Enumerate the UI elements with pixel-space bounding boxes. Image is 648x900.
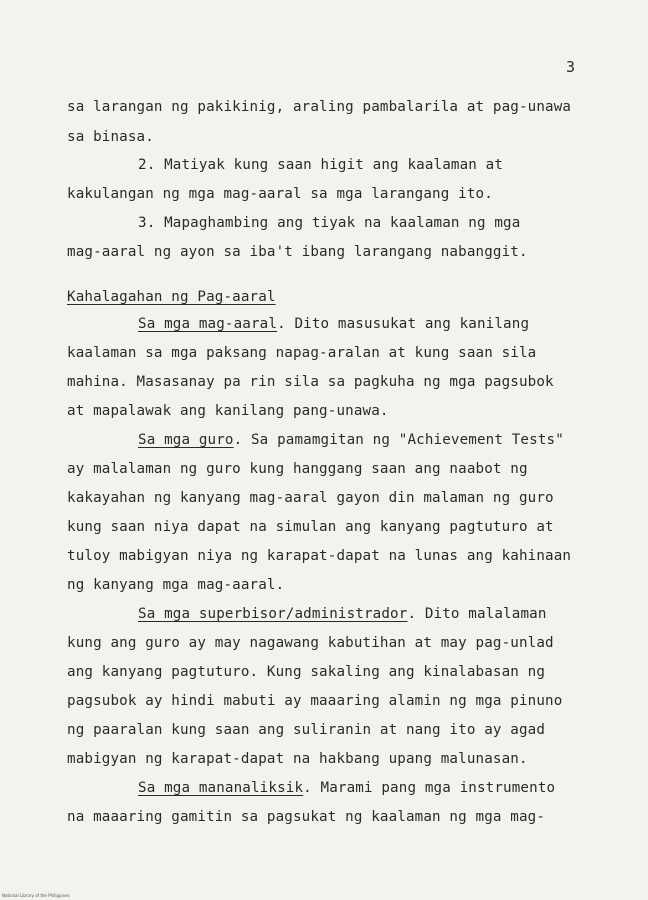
text-line: mabigyan ng karapat-dapat na hakbang upang malunasan. [67, 751, 528, 767]
page-number: 3 [566, 58, 576, 76]
text-line: Sa mga guro. Sa pamamgitan ng "Achievement Tests" [138, 432, 564, 448]
footer-text: National Library of the Philippines [2, 893, 70, 898]
text-line: ay malalaman ng guro kung hanggang saan ang naabot ng [67, 461, 528, 477]
subheading: Sa mga superbisor/administrador [138, 606, 408, 622]
text-line: sa larangan ng pakikinig, araling pambalarila at pag-unawa [67, 99, 572, 115]
text-line: 3. Mapaghambing ang tiyak na kaalaman ng mga [138, 215, 521, 231]
text-line: pagsubok ay hindi mabuti ay maaaring alamin ng mga pinuno [67, 693, 563, 709]
text-line: Sa mga mag-aaral. Dito masusukat ang kanilang [138, 316, 530, 332]
text-line: kakayahan ng kanyang mag-aaral gayon din malaman ng guro [67, 490, 554, 506]
text-line: kakulangan ng mga mag-aaral sa mga larangang ito. [67, 186, 493, 202]
text-line: na maaaring gamitin sa pagsukat ng kaalaman ng mga mag- [67, 809, 546, 825]
subheading: Sa mga mananaliksik [138, 780, 304, 796]
text-line: mahina. Masasanay pa rin sila sa pagkuha ng mga pagsubok [67, 374, 554, 390]
text-line: 2. Matiyak kung saan higit ang kaalaman at [138, 157, 504, 173]
subheading: Sa mga mag-aaral [138, 316, 278, 332]
text-line: ang kanyang pagtuturo. Kung sakaling ang kinalabasan ng [67, 664, 546, 680]
text-line: Sa mga mananaliksik. Marami pang mga instrumento [138, 780, 556, 796]
text-line: mag-aaral ng ayon sa iba't ibang larangang nabanggit. [67, 244, 528, 260]
text-line: Sa mga superbisor/administrador. Dito malalaman [138, 606, 547, 622]
text-line: kaalaman sa mga paksang napag-aralan at kung saan sila [67, 345, 537, 361]
subheading: Sa mga guro [138, 432, 234, 448]
text-line: kung saan niya dapat na simulan ang kanyang pagtuturo at [67, 519, 554, 535]
text-line: kung ang guro ay may nagawang kabutihan at may pag-unlad [67, 635, 554, 651]
text-line: at mapalawak ang kanilang pang-unawa. [67, 403, 389, 419]
section-heading: Kahalagahan ng Pag-aaral [67, 289, 276, 305]
text-line: ng kanyang mga mag-aaral. [67, 577, 285, 593]
text-line: sa binasa. [67, 129, 154, 145]
text-line: ng paaralan kung saan ang suliranin at nang ito ay agad [67, 722, 546, 738]
text-line: tuloy mabigyan niya ng karapat-dapat na lunas ang kahinaan [67, 548, 572, 564]
